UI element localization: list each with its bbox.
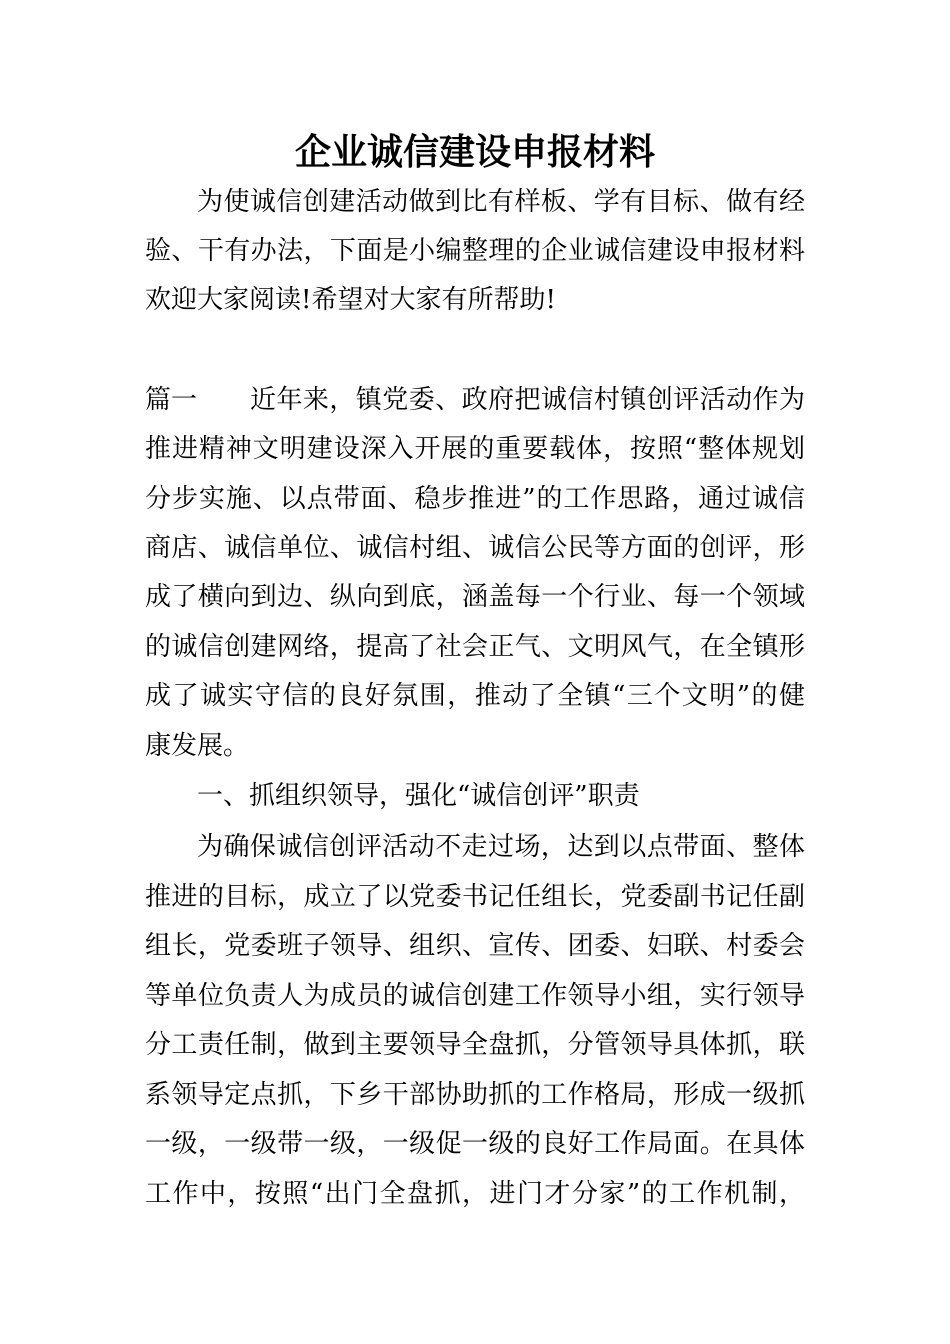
section-one-line-5: 成了横向到边、纵向到底，涵盖每一个行业、每一个领域 [145,582,805,612]
section-one-line-1: 近年来，镇党委、政府把诚信村镇创评活动作为 [250,385,805,415]
subheading-1: 一、抓组织领导，强化“诚信创评”职责 [197,781,640,811]
paragraph-2-line-8: 工作中，按照“出门全盘抓，进门才分家”的工作机制， [145,1179,805,1209]
paragraph-2-line-5: 分工责任制，做到主要领导全盘抓，分管领导具体抓，联 [145,1030,805,1060]
paragraph-2-line-6: 系领导定点抓，下乡干部协助抓的工作格局，形成一级抓 [145,1080,805,1110]
intro-line-1: 为使诚信创建活动做到比有样板、学有目标、做有经 [197,187,805,217]
paragraph-2-line-1: 为确保诚信创评活动不走过场，达到以点带面、整体 [197,832,805,862]
document-title: 企业诚信建设申报材料 [294,132,655,173]
section-one-line-6: 的诚信创建网络，提高了社会正气、文明风气，在全镇形 [145,632,805,662]
section-one-first-line [145,380,805,420]
paragraph-2-line-7: 一级，一级带一级，一级促一级的良好工作局面。在具体 [145,1129,805,1159]
section-label: 篇一 [145,385,198,415]
paragraph-2-line-4: 等单位负责人为成员的诚信创建工作领导小组，实行领导 [145,981,805,1011]
intro-line-2: 验、干有办法，下面是小编整理的企业诚信建设申报材料 [145,236,805,266]
section-one-line-3: 分步实施、以点带面、稳步推进”的工作思路，通过诚信 [145,484,805,514]
paragraph-2-line-2: 推进的目标，成立了以党委书记任组长，党委副书记任副 [145,882,805,912]
intro-line-3: 欢迎大家阅读!希望对大家有所帮助! [145,285,556,315]
section-one-line-8: 康发展。 [145,731,250,761]
section-one-line-2: 推进精神文明建设深入开展的重要载体，按照“整体规划 [145,434,805,464]
paragraph-2-line-3: 组长，党委班子领导、组织、宣传、团委、妇联、村委会 [145,931,805,961]
section-one-line-7: 成了诚实守信的良好氛围，推动了全镇“三个文明”的健 [145,681,805,711]
section-one-line-4: 商店、诚信单位、诚信村组、诚信公民等方面的创评，形 [145,533,805,563]
